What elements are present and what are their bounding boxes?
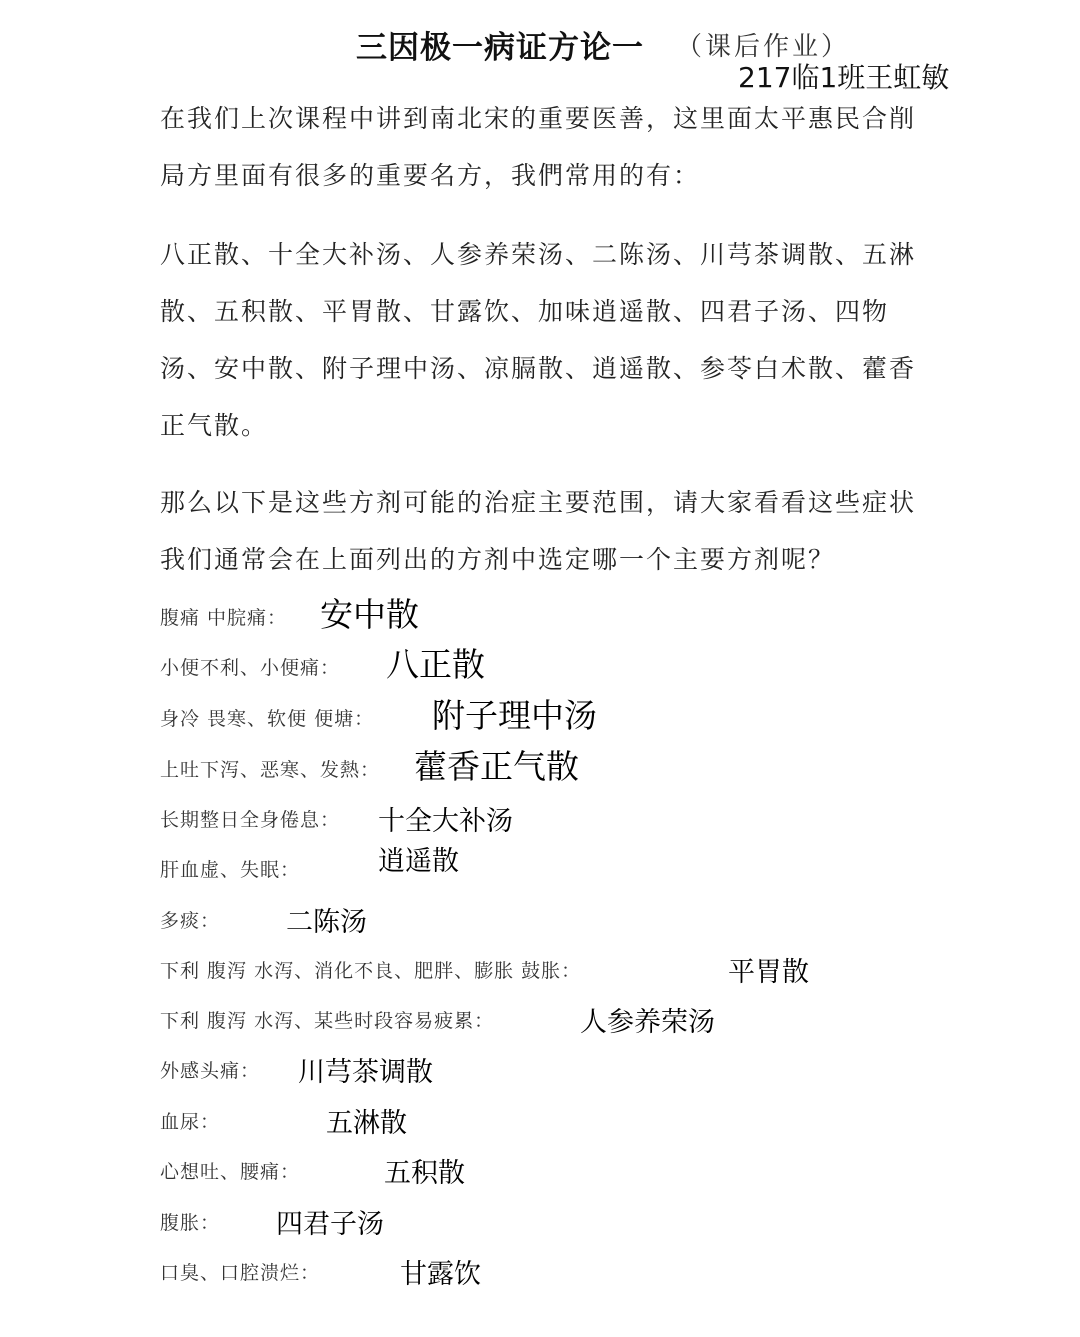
- formula-answer: 十全大补汤: [378, 806, 513, 837]
- answer-row: [160, 1045, 1020, 1091]
- formula-answer: 安中散: [320, 595, 419, 634]
- answer-row: [160, 794, 1020, 840]
- symptom-label: 身冷 畏寒、软便 便塘：: [160, 708, 375, 730]
- formula-answer: 二陈汤: [286, 907, 367, 938]
- symptom-label: 下利 腹泻 水泻、消化不良、肥胖、膨胀 鼓胀：: [160, 960, 582, 982]
- answer-row: [160, 895, 1020, 941]
- symptom-label: 血尿：: [160, 1111, 221, 1133]
- formula-answer: 四君子汤: [276, 1209, 384, 1240]
- symptom-label: 口臭、口腔溃烂：: [160, 1262, 321, 1284]
- answer-row: [160, 945, 1020, 991]
- answer-row: [160, 1096, 1020, 1142]
- intro-paragraph: 在我们上次课程中讲到南北宋的重要医善，这里面太平惠民合削局方里面有很多的重要名方，我們常用的有：: [160, 104, 917, 190]
- symptom-label: 小便不利、小便痛：: [160, 657, 341, 679]
- symptom-label: 下利 腹泻 水泻、某些时段容易疲累：: [160, 1010, 495, 1032]
- formula-answer: 逍遥散: [378, 846, 459, 877]
- answer-row: [160, 642, 1020, 688]
- formula-answer: 五淋散: [326, 1108, 407, 1139]
- symptom-label: 多痰：: [160, 910, 221, 932]
- answer-row: [160, 1146, 1020, 1192]
- formula-answer: 附子理中汤: [432, 696, 597, 735]
- answer-row: [160, 995, 1020, 1041]
- answer-row: [160, 1197, 1020, 1243]
- symptom-label: 腹痛 中脘痛：: [160, 607, 288, 629]
- answer-row: [160, 1247, 1020, 1293]
- formula-answer: 川芎茶调散: [298, 1057, 433, 1088]
- formula-list-paragraph: 八正散、十全大补汤、人参养荣汤、二陈汤、川芎茶调散、五淋散、五积散、平胃散、甘露饮、加味逍遥散、四君子汤、四物汤、安中散、附子理中汤、凉膈散、逍遥散、参苓白术散、藿香正气散。: [160, 240, 917, 440]
- formula-answer: 平胃散: [728, 957, 809, 988]
- answer-row: [160, 744, 1020, 790]
- question-paragraph: 那么以下是这些方剂可能的治症主要范围，请大家看看这些症状我们通常会在上面列出的方剂中选定哪一个主要方剂呢？: [160, 488, 917, 574]
- symptom-label: 心想吐、腰痛：: [160, 1161, 301, 1183]
- symptom-label: 长期整日全身倦息：: [160, 809, 341, 831]
- formula-answer: 八正散: [386, 645, 485, 684]
- symptom-label: 腹胀：: [160, 1212, 221, 1234]
- formula-answer: 藿香正气散: [414, 747, 579, 786]
- formula-answer: 甘露饮: [400, 1259, 481, 1290]
- formula-answer: 五积散: [384, 1158, 465, 1189]
- page-title: 三因极一病证方论一: [356, 30, 644, 66]
- answer-row: [160, 592, 1020, 638]
- answer-row: [160, 844, 1020, 890]
- student-info: 217临1班王虹敏: [738, 61, 950, 94]
- formula-answer: 人参养荣汤: [580, 1007, 715, 1038]
- symptom-label: 肝血虚、失眠：: [160, 859, 301, 881]
- symptom-label: 外感头痛：: [160, 1060, 261, 1082]
- symptom-label: 上吐下泻、恶寒、发熱：: [160, 759, 381, 781]
- answer-row: [160, 693, 1020, 739]
- page-subtitle: （课后作业）: [676, 32, 851, 62]
